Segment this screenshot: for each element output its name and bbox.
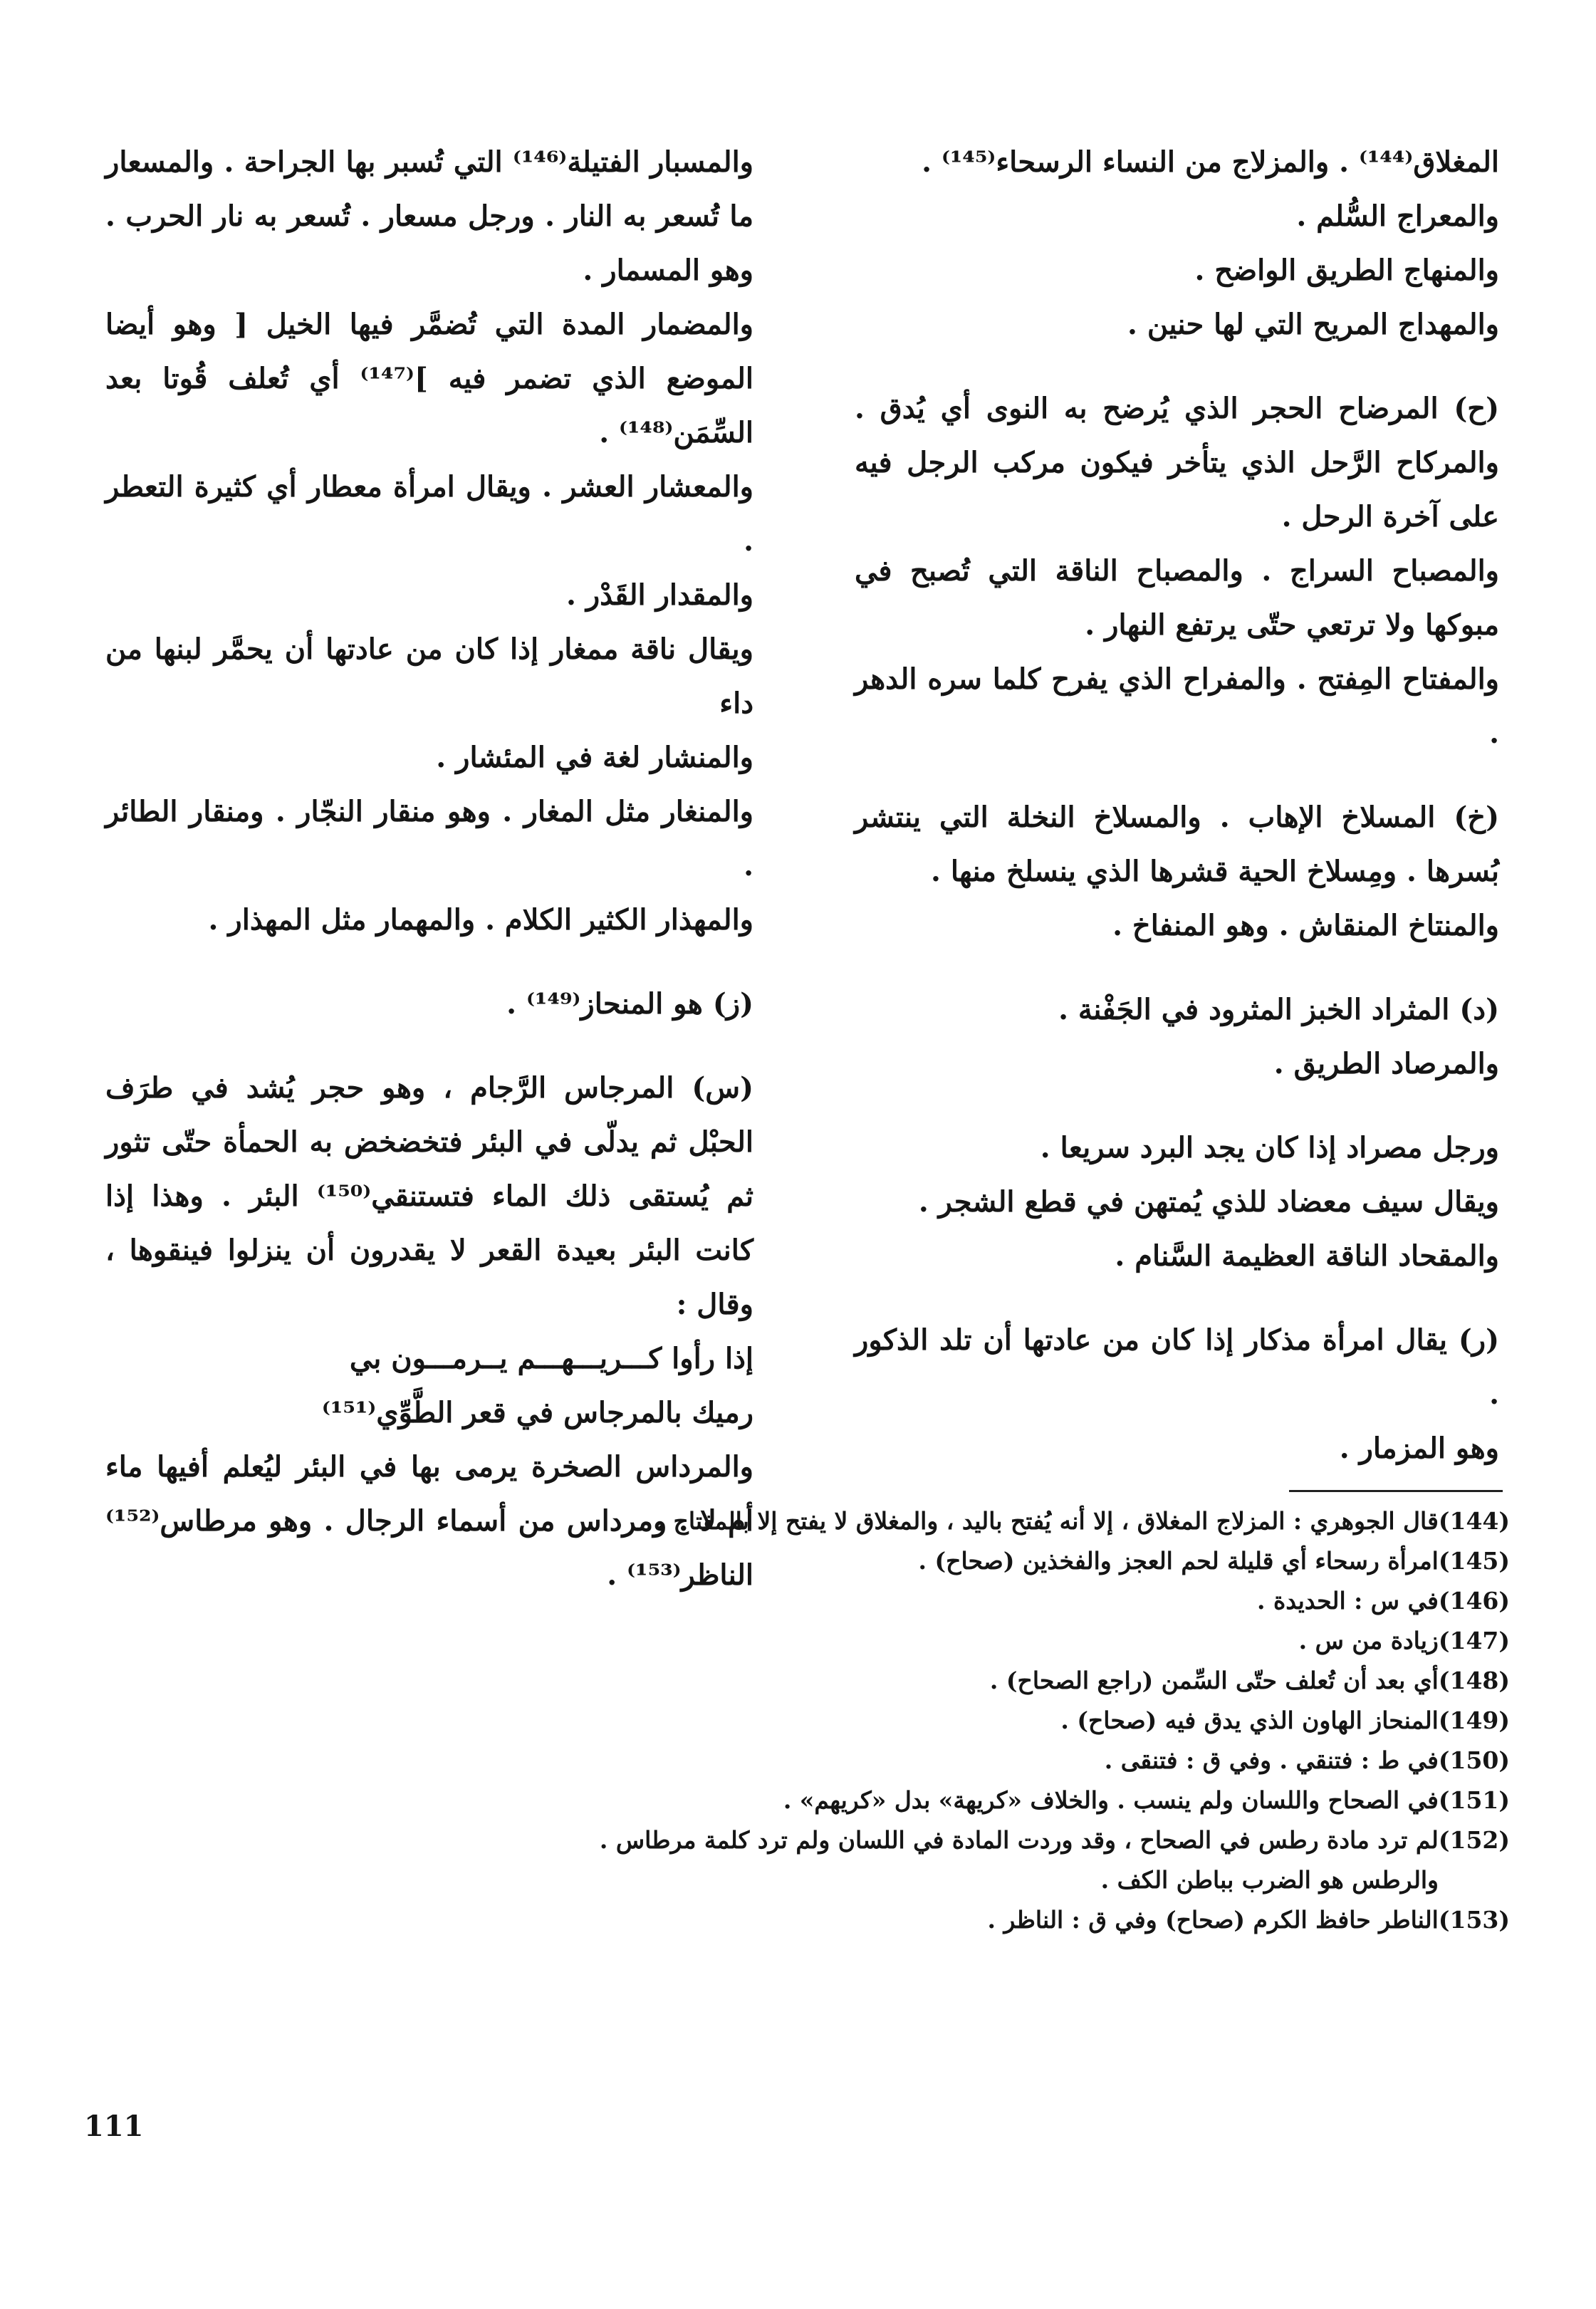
spacer bbox=[105, 947, 753, 977]
spacer bbox=[855, 352, 1499, 382]
footnote-text: لم ترد مادة رطس في الصحاح ، وقد وردت المادة في اللسان ولم ترد كلمة مرطاس . bbox=[599, 1826, 1439, 1854]
spacer bbox=[105, 1031, 753, 1061]
spacer bbox=[855, 1091, 1499, 1121]
paragraph: (د) المثراد الخبز المثرود في الجَفْنة . bbox=[1058, 993, 1499, 1026]
footnote-number: (144) bbox=[1438, 1507, 1510, 1535]
footnote-text: امرأة رسحاء أي قليلة لحم العجز والفخذين (صحاح) . bbox=[918, 1547, 1439, 1575]
paragraph: (خ) المسلاخ الإهاب . والمسلاخ النخلة التي ينتشر بُسرها . ومِسلاخ الحية قشرها الذي ينسلخ منها . bbox=[855, 801, 1499, 888]
left-column bbox=[105, 135, 753, 1602]
paragraph: والمهذار الكثير الكلام . والمهمار مثل المهذار . bbox=[208, 903, 753, 937]
paragraph: (ز) هو المنحاز⁽¹⁴⁹⁾ . bbox=[506, 987, 753, 1021]
footnote-text: قال الجوهري : المزلاج المغلاق ، إلا أنه يُفتح باليد ، والمغلاق لا يفتح إلا بالمفتاح . bbox=[657, 1507, 1439, 1535]
paragraph: والمنهاج الطريق الواضح . bbox=[1194, 254, 1499, 287]
paragraph: والمعراج السُّلم . bbox=[1296, 199, 1499, 233]
paragraph: ويقال ناقة ممغار إذا كان من عادتها أن يحمَّر لبنها من داء bbox=[105, 632, 753, 720]
footnote-text: في ط : فتنقي . وفي ق : فتنقى . bbox=[1104, 1746, 1439, 1774]
footnote-text: أي بعد أن تُعلف حتّى السِّمن (راجع الصحاح) . bbox=[989, 1667, 1439, 1694]
verse-line: إذا رأوا كـــريـــهـــم يــرمـــون بي bbox=[349, 1342, 753, 1375]
footnote-text: المنحاز الهاون الذي يدق فيه (صحاح) . bbox=[1060, 1706, 1439, 1734]
paragraph: ورجل مصراد إذا كان يجد البرد سريعا . bbox=[1040, 1131, 1499, 1164]
footnote bbox=[100, 1900, 1510, 1940]
paragraph: والمقدار القَدْر . bbox=[565, 578, 753, 612]
paragraph: والمعشار العشر . ويقال امرأة معطار أي كثيرة التعطر . bbox=[105, 470, 753, 558]
footnote-number: (145) bbox=[1438, 1547, 1510, 1575]
footnote bbox=[100, 1541, 1510, 1581]
footnote bbox=[100, 1741, 1510, 1781]
paragraph: والمسبار الفتيلة⁽¹⁴⁶⁾ التي تُسبر بها الجراحة . والمسعار ما تُسعر به النار . ورجل مسعار . تُسعر به نار الحرب . وهو المسمار . bbox=[105, 145, 753, 287]
footnote-number: (152) bbox=[1438, 1826, 1510, 1854]
paragraph: ويقال سيف معضاد للذي يُمتهن في قطع الشجر . bbox=[918, 1185, 1499, 1219]
paragraph: المغلاق⁽¹⁴⁴⁾ . والمزلاج من النساء الرسحاء⁽¹⁴⁵⁾ . bbox=[922, 145, 1499, 179]
paragraph: والمنغار مثل المغار . وهو منقار النجّار . ومنقار الطائر . bbox=[105, 795, 753, 882]
paragraph: (ح) المرضاح الحجر الذي يُرضح به النوى أي يُدق . والمركاح الرَّحل الذي يتأخر فيكون مركب الرجل فيه على آخرة الرحل . bbox=[855, 392, 1499, 533]
paragraph: والمرداس الصخرة يرمى بها في البئر ليُعلم أفيها ماء أم لا . ومرداس من أسماء الرجال . وهو مرطاس⁽¹⁵²⁾ الناظر⁽¹⁵³⁾ . bbox=[105, 1450, 753, 1592]
paragraph: والمقحاد الناقة العظيمة السَّنام . bbox=[1115, 1239, 1499, 1273]
footnote bbox=[100, 1820, 1510, 1860]
footnote bbox=[100, 1621, 1510, 1661]
footnote-number: (153) bbox=[1438, 1906, 1510, 1934]
paragraph: (س) المرجاس الرَّجام ، وهو حجر يُشد في طرَف الحبْل ثم يدلّى في البئر فتخضخض به الحمأة حتّى تثور ثم يُستقى ذلك الماء فتستنقي⁽¹⁵⁰⁾ البئر . وهذا إذا كانت البئر بعيدة القعر لا يقدرون أن ينزلوا فينقوها ، وقال : bbox=[105, 1071, 753, 1321]
verse-line: رميك بالمرجاس في قعر الطَّوِّي⁽¹⁵¹⁾ bbox=[321, 1396, 753, 1429]
footnote bbox=[100, 1701, 1510, 1741]
footnote bbox=[100, 1501, 1510, 1541]
footnote bbox=[100, 1661, 1510, 1701]
footnote-text: زيادة من س . bbox=[1298, 1627, 1439, 1654]
paragraph: والمهداج المريح التي لها حنين . bbox=[1127, 308, 1499, 341]
spacer bbox=[855, 953, 1499, 983]
footnote-divider bbox=[1289, 1490, 1503, 1492]
right-column bbox=[855, 135, 1499, 1476]
spacer bbox=[855, 1283, 1499, 1313]
footnote-number: (148) bbox=[1438, 1667, 1510, 1694]
paragraph: (ر) يقال امرأة مذكار إذا كان من عادتها أن تلد الذكور . bbox=[855, 1323, 1499, 1411]
footnote-number: (151) bbox=[1438, 1786, 1510, 1814]
footnote-continuation bbox=[100, 1860, 1510, 1900]
paragraph: والمنتاخ المنقاش . وهو المنفاخ . bbox=[1112, 909, 1499, 942]
footnote bbox=[100, 1781, 1510, 1820]
footnote-number: (150) bbox=[1438, 1746, 1510, 1774]
paragraph: والمفتاح المِفتح . والمفراح الذي يفرح كلما سره الدهر . bbox=[855, 662, 1499, 750]
footnote-number: (146) bbox=[1438, 1587, 1510, 1615]
paragraph: والمصباح السراج . والمصباح الناقة التي تُصبح في مبوكها ولا ترتعي حتّى يرتفع النهار . bbox=[855, 554, 1499, 642]
footnote bbox=[100, 1581, 1510, 1621]
footnote-text: والرطس هو الضرب بباطن الكف . bbox=[1100, 1866, 1439, 1894]
footnote-text: الناطر حافظ الكرم (صحاح) وفي ق : الناظر . bbox=[987, 1906, 1439, 1934]
footnote-number: (147) bbox=[1438, 1627, 1510, 1654]
spacer bbox=[855, 761, 1499, 791]
footnotes bbox=[100, 1501, 1510, 1940]
paragraph: والمضمار المدة التي تُضمَّر فيها الخيل [ وهو أيضا الموضع الذي تضمر فيه ]⁽¹⁴⁷⁾ أي تُعلف قُوتا بعد السِّمَن⁽¹⁴⁸⁾ . bbox=[105, 308, 753, 449]
paragraph: والمرصاد الطريق . bbox=[1273, 1047, 1499, 1080]
footnote-text: في س : الحديدة . bbox=[1257, 1587, 1439, 1615]
paragraph: وهو المزمار . bbox=[1339, 1432, 1499, 1465]
paragraph: والمنشار لغة في المئشار . bbox=[436, 741, 753, 774]
footnote-text: في الصحاح واللسان ولم ينسب . والخلاف «كريهة» بدل «كريهم» . bbox=[783, 1786, 1439, 1814]
footnote-number: (149) bbox=[1438, 1706, 1510, 1734]
page-number: 111 bbox=[84, 2110, 144, 2143]
